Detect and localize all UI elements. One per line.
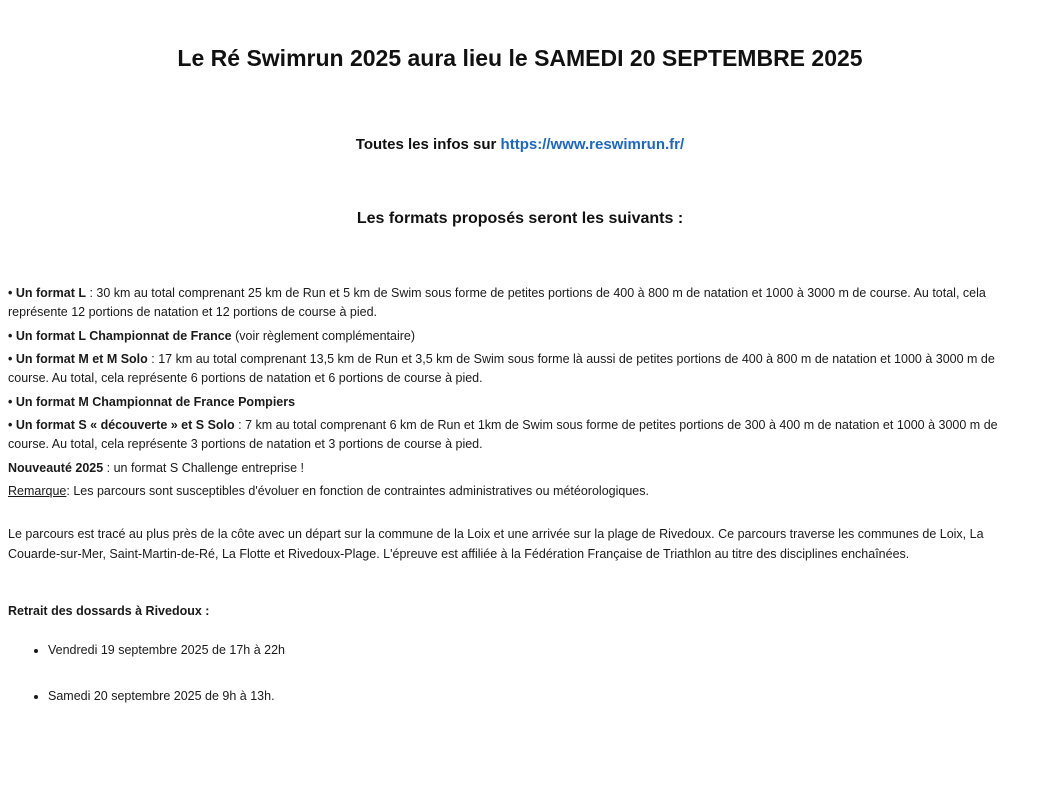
format-item-label: • Un format S « découverte » et S Solo (8, 418, 235, 432)
format-item-label: • Un format M Championnat de France Pompiers (8, 394, 296, 409)
list-item: • Vendredi 19 septembre 2025 de 17h à 22h (48, 640, 1032, 660)
list-item: • Samedi 20 septembre 2025 de 9h à 13h. (48, 686, 1032, 706)
info-prefix: Toutes les infos sur (355, 135, 501, 153)
format-item-text: : 30 km au total comprenant 25 km de Run et 5 km de Swim sous forme de petites portions de 400 à 800 m de natation et 1000 à 3000 m de course. Au total, cela représente 12 portions de natation et 12 portions de course à pied. (8, 285, 986, 320)
format-item (8, 416, 1032, 455)
format-item-label: • Un format M et M Solo (8, 351, 148, 366)
format-item (8, 350, 1032, 389)
format-item-text: : 7 km au total comprenant 6 km de Run et 1km de Swim sous forme de petites portions de 300 à 400 m de natation et 1000 à 3000 m de course. Au total, cela représente 3 portions de natation et 3 portions de course à pied. (8, 418, 998, 452)
format-item (8, 327, 1032, 346)
format-item (8, 284, 1032, 323)
course-paragraph: Le parcours est tracé au plus près de la côte avec un départ sur la commune de la Loix et une arrivée sur la plage de Rivedoux. Ce parcours traverse les communes de Loix, La Couarde-sur-Mer, Saint-Martin-de-Ré, La Flotte et Rivedoux-Plage. L'épreuve est affiliée à la Fédération Française de Triathlon au titre des disciplines enchaînées. (8, 526, 984, 561)
format-item (8, 393, 1032, 412)
info-line (8, 136, 1032, 153)
retrait-list (8, 640, 1032, 706)
remark-label: Remarque (8, 484, 67, 499)
format-item (8, 459, 1032, 478)
format-item-text: : 17 km au total comprenant 13,5 km de Run et 3,5 km de Swim sous forme là aussi de petites portions de 400 à 800 m de natation et 1000 à 3000 m de course. Au total, cela représente 6 portions de natation et 6 portions de course à pied. (8, 351, 995, 386)
remark-line (8, 482, 1032, 501)
format-item-text: (voir règlement complémentaire) (231, 328, 416, 343)
document-page (0, 44, 1040, 706)
page-title: Le Ré Swimrun 2025 aura lieu le SAMEDI 20 SEPTEMBRE 2025 (177, 45, 863, 71)
remark-text: : Les parcours sont susceptibles d'évoluer en fonction de contraintes administratives ou météorologiques. (66, 484, 649, 499)
reswimrun-link[interactable]: https://www.reswimrun.fr/ (500, 135, 685, 153)
format-item-label: • Un format L (8, 285, 86, 300)
format-item-text: : un format S Challenge entreprise ! (103, 460, 304, 475)
formats-heading: Les formats proposés seront les suivants : (356, 209, 684, 227)
retrait-heading: Retrait des dossards à Rivedoux : (8, 603, 210, 618)
format-item-label: Nouveauté 2025 (8, 460, 104, 475)
formats-list (8, 284, 1032, 502)
format-item-label: • Un format L Championnat de France (8, 328, 232, 343)
